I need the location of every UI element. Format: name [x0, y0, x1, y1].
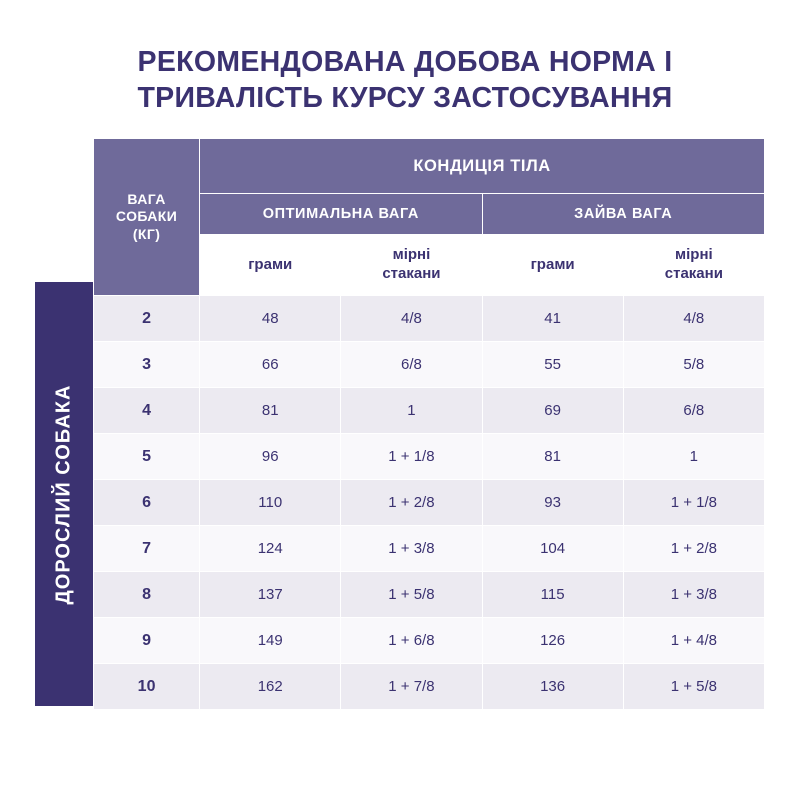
cell-optimal-cups: 1: [341, 388, 482, 434]
cell-optimal-cups: 1 + 2/8: [341, 480, 482, 526]
life-stage-band: [35, 282, 93, 706]
cell-optimal-grams: 96: [200, 434, 341, 480]
header-body-condition: КОНДИЦІЯ ТІЛА: [200, 139, 765, 194]
table-row: [94, 664, 765, 710]
page-title-line-2: ТРИВАЛІСТЬ КУРСУ ЗАСТОСУВАННЯ: [137, 82, 673, 115]
feeding-table-wrap: [93, 138, 765, 710]
header-unit-text: грами: [530, 255, 575, 273]
cell-optimal-cups: 1 + 3/8: [341, 526, 482, 572]
header-unit-text: стакани: [382, 265, 441, 282]
table-row: [94, 342, 765, 388]
table-row: [94, 388, 765, 434]
header-unit-text: стакани: [664, 265, 723, 282]
feeding-table: [93, 138, 765, 710]
cell-overweight-grams: 136: [482, 664, 623, 710]
cell-overweight-cups: 1 + 4/8: [623, 618, 764, 664]
cell-weight: 9: [94, 618, 200, 664]
cell-optimal-cups: 1 + 1/8: [341, 434, 482, 480]
cell-overweight-cups: 1 + 1/8: [623, 480, 764, 526]
cell-weight: 3: [94, 342, 200, 388]
cell-optimal-grams: 149: [200, 618, 341, 664]
life-stage-label: ДОРОСЛИЙ СОБАКА: [52, 384, 75, 604]
cell-overweight-cups: 1 + 2/8: [623, 526, 764, 572]
cell-optimal-cups: 1 + 6/8: [341, 618, 482, 664]
cell-weight: 4: [94, 388, 200, 434]
header-row-1: [94, 139, 765, 194]
cell-optimal-cups: 6/8: [341, 342, 482, 388]
cell-weight: 6: [94, 480, 200, 526]
cell-weight: 10: [94, 664, 200, 710]
cell-overweight-cups: 5/8: [623, 342, 764, 388]
cell-weight: 8: [94, 572, 200, 618]
cell-optimal-grams: 48: [200, 296, 341, 342]
cell-optimal-grams: 66: [200, 342, 341, 388]
table-head: [94, 139, 765, 296]
cell-optimal-grams: 81: [200, 388, 341, 434]
cell-optimal-cups: 1 + 5/8: [341, 572, 482, 618]
table-row: [94, 526, 765, 572]
cell-optimal-cups: 4/8: [341, 296, 482, 342]
cell-weight: 2: [94, 296, 200, 342]
cell-weight: 5: [94, 434, 200, 480]
table-row: [94, 296, 765, 342]
cell-overweight-grams: 115: [482, 572, 623, 618]
header-weight-line-2: СОБАКИ: [115, 208, 178, 225]
cell-overweight-cups: 4/8: [623, 296, 764, 342]
header-unit-text: мірні: [392, 246, 431, 264]
cell-overweight-cups: 1 + 5/8: [623, 664, 764, 710]
header-weight-line-3: (КГ): [132, 225, 161, 242]
cell-optimal-cups: 1 + 7/8: [341, 664, 482, 710]
cell-overweight-grams: 55: [482, 342, 623, 388]
cell-overweight-grams: 104: [482, 526, 623, 572]
header-weight-line-1: ВАГА: [127, 191, 166, 208]
header-weight-col: [94, 139, 200, 296]
cell-overweight-grams: 69: [482, 388, 623, 434]
cell-overweight-grams: 81: [482, 434, 623, 480]
table-body: [94, 296, 765, 710]
cell-overweight-cups: 6/8: [623, 388, 764, 434]
table-row: [94, 434, 765, 480]
header-unit-text: грами: [248, 255, 293, 273]
cell-optimal-grams: 137: [200, 572, 341, 618]
header-group-overweight: ЗАЙВА ВАГА: [482, 194, 764, 235]
header-group-optimal: ОПТИМАЛЬНА ВАГА: [200, 194, 482, 235]
cell-overweight-cups: 1 + 3/8: [623, 572, 764, 618]
cell-weight: 7: [94, 526, 200, 572]
header-unit-text: мірні: [675, 246, 713, 264]
table-row: [94, 618, 765, 664]
cell-optimal-grams: 110: [200, 480, 341, 526]
cell-overweight-grams: 93: [482, 480, 623, 526]
header-unit-overweight-cups: [623, 235, 764, 296]
cell-optimal-grams: 124: [200, 526, 341, 572]
cell-overweight-cups: 1: [623, 434, 764, 480]
table-row: [94, 572, 765, 618]
cell-overweight-grams: 126: [482, 618, 623, 664]
cell-overweight-grams: 41: [482, 296, 623, 342]
page-title-line-1: РЕКОМЕНДОВАНА ДОБОВА НОРМА І: [137, 46, 673, 78]
header-unit-optimal-grams: [200, 235, 341, 296]
page-title: [60, 44, 750, 117]
table-row: [94, 480, 765, 526]
header-unit-optimal-cups: [341, 235, 482, 296]
cell-optimal-grams: 162: [200, 664, 341, 710]
header-unit-overweight-grams: [482, 235, 623, 296]
